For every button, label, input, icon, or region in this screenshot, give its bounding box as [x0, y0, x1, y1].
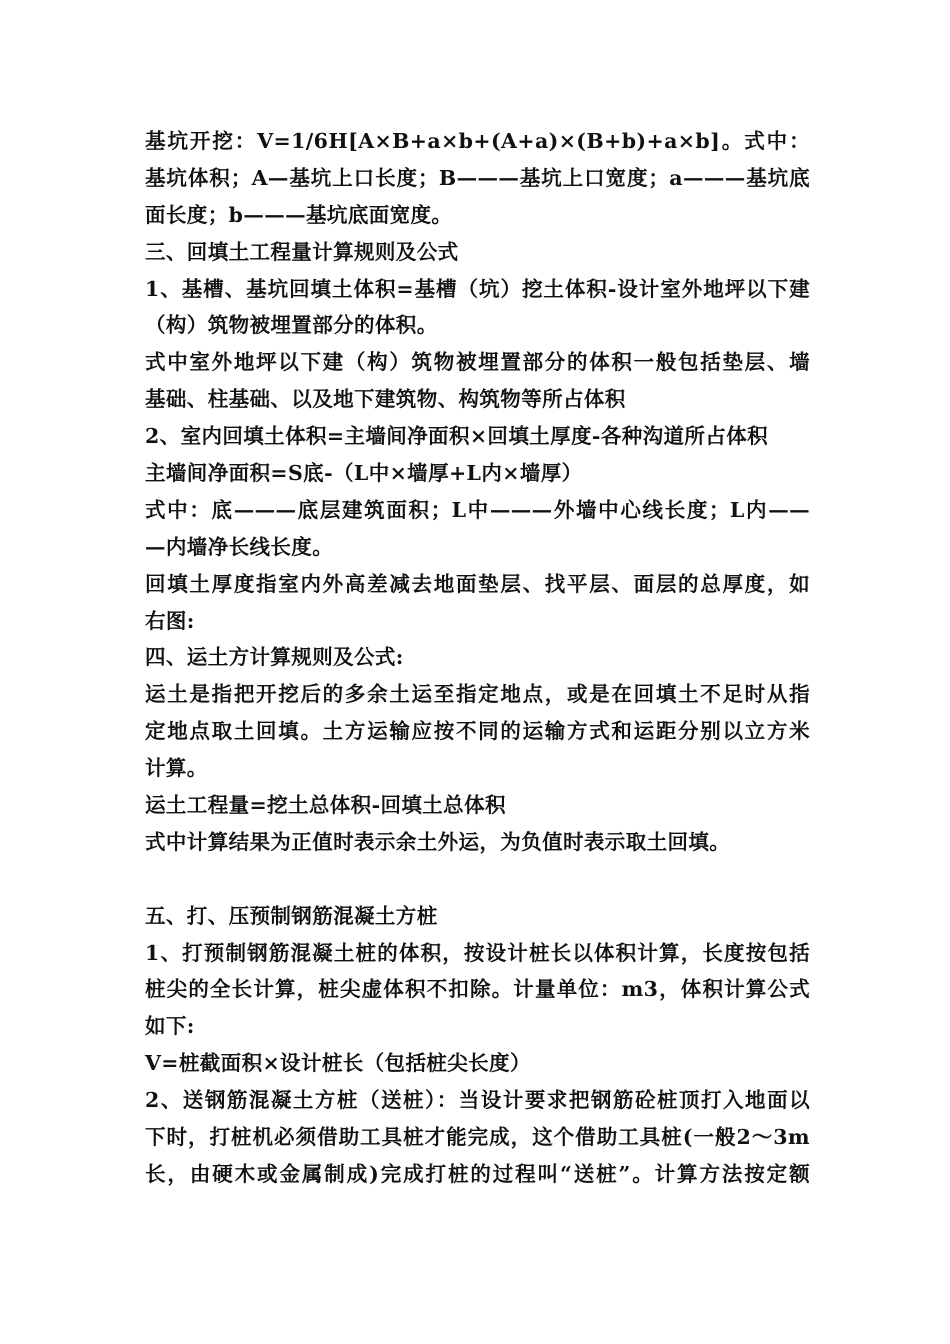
text-line: 四、运土方计算规则及公式:	[145, 645, 404, 670]
document-body	[145, 123, 810, 1193]
text-line: 2、送钢筋混凝土方桩（送桩）：当设计要求把钢筋砼桩顶打入地面以	[145, 1088, 810, 1113]
text-line: 计算。	[145, 756, 208, 781]
text-line: 基坑体积；A—基坑上口长度；B———基坑上口宽度；a———基坑底	[145, 165, 810, 190]
text-line: 运土是指把开挖后的多余土运至指定地点，或是在回填土不足时从指	[145, 682, 810, 707]
text-line: 面长度；b———基坑底面宽度。	[145, 202, 453, 227]
text-line: 桩尖的全长计算，桩尖虚体积不扣除。计量单位：m3，体积计算公式	[145, 977, 810, 1002]
text-line: 定地点取土回填。土方运输应按不同的运输方式和运距分别以立方米	[145, 719, 810, 744]
text-line: 五、打、压预制钢筋混凝土方桩	[145, 903, 438, 928]
text-line: 1、打预制钢筋混凝土桩的体积，按设计桩长以体积计算，长度按包括	[145, 940, 810, 965]
text-line: 基坑开挖：V=1/6H[A×B+a×b+(A+a)×(B+b)+a×b]。式中：	[145, 129, 810, 153]
text-line: 回填土厚度指室内外高差减去地面垫层、找平层、面层的总厚度，如	[145, 571, 810, 596]
text-line: 1、基槽、基坑回填土体积=基槽（坑）挖土体积-设计室外地坪以下建	[145, 276, 810, 301]
text-line: 长，由硬木或金属制成)完成打桩的过程叫“送桩”。计算方法按定额	[145, 1161, 810, 1186]
text-line: （构）筑物被埋置部分的体积。	[145, 313, 438, 338]
text-line: 2、室内回填土体积=主墙间净面积×回填土厚度-各种沟道所占体积	[145, 424, 769, 449]
text-line: 右图:	[145, 608, 195, 633]
text-line: —内墙净长线长度。	[145, 534, 334, 559]
text-line: 运土工程量=挖土总体积-回填土总体积	[145, 793, 506, 818]
text-line: 基础、柱基础、以及地下建筑物、构筑物等所占体积	[145, 387, 626, 412]
text-line: 下时，打桩机必须借助工具桩才能完成，这个借助工具桩(一般2～3m	[145, 1125, 810, 1150]
text-line: 式中：底———底层建筑面积；L中———外墙中心线长度；L内——	[145, 497, 810, 522]
text-line: 主墙间净面积=S底-（L中×墙厚+L内×墙厚）	[145, 461, 583, 486]
text-line: 式中计算结果为正值时表示余土外运，为负值时表示取土回填。	[145, 829, 731, 854]
blank-line	[145, 861, 810, 898]
text-line: V=桩截面积×设计桩长（包括桩尖长度）	[145, 1051, 531, 1076]
text-line: 如下:	[145, 1014, 195, 1039]
text-line: 三、回填土工程量计算规则及公式	[145, 239, 459, 264]
text-line: 式中室外地坪以下建（构）筑物被埋置部分的体积一般包括垫层、墙	[145, 350, 810, 375]
